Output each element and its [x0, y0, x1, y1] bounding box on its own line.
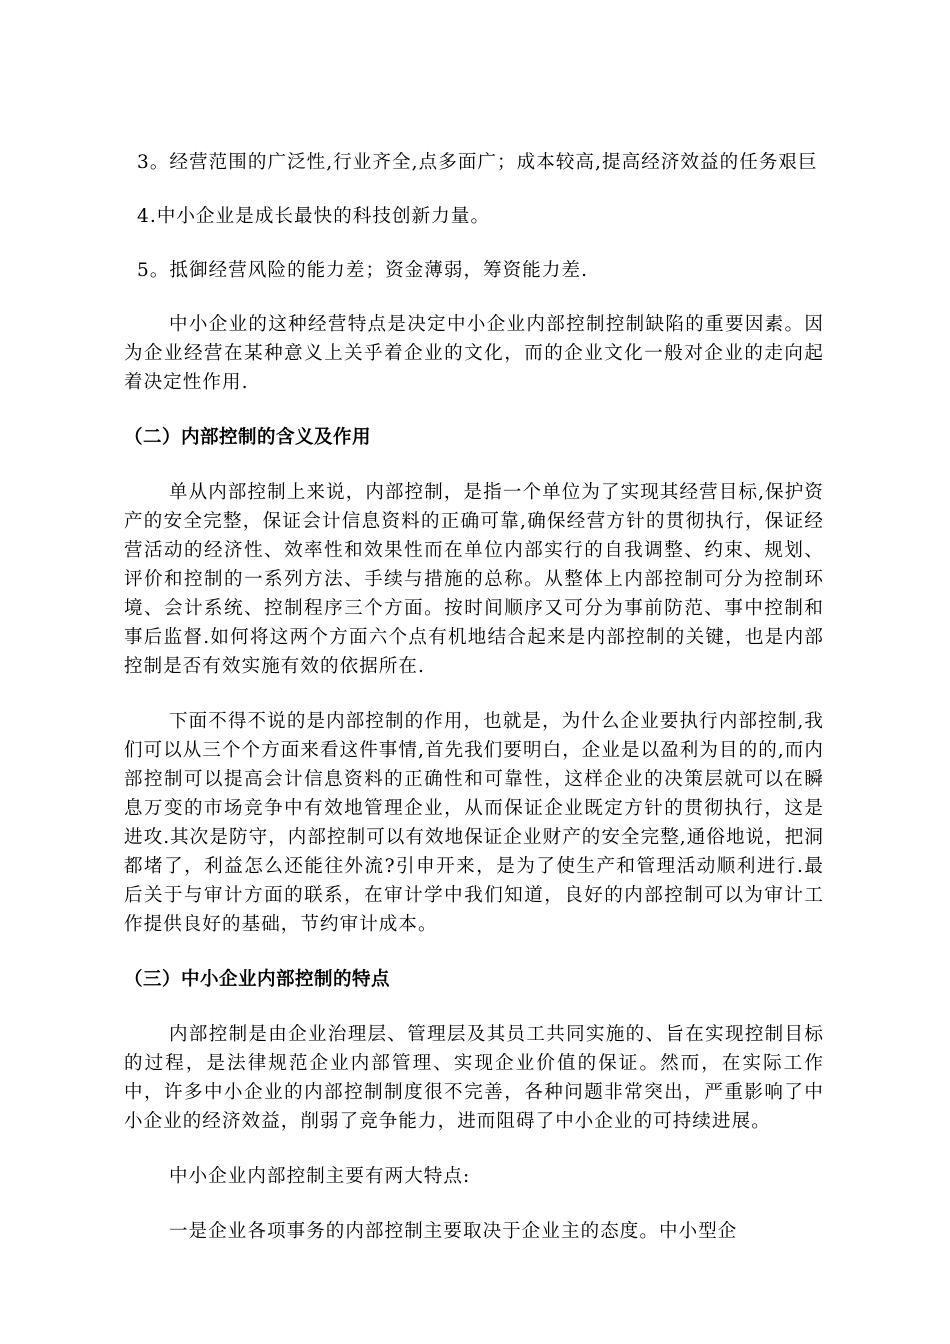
list-item-3: 3。经营范围的广泛性,行业齐全,点多面广；成本较高,提高经济效益的任务艰巨: [137, 152, 818, 173]
paragraph-feature-one: 一是企业各项事务的内部控制主要取决于企业主的态度。中小型企: [169, 1221, 738, 1242]
paragraph-business-characteristics: 中小企业的这种经营特点是决定中小企业内部控制控制缺陷的重要因素。因为企业经营在某种意义上关乎着企业的文化，而的企业文化一般对企业的走向起着决定性作用.: [124, 314, 824, 393]
list-item-5: 5。抵御经营风险的能力差；资金薄弱，筹资能力差.: [137, 260, 589, 281]
paragraph-two-features-intro: 中小企业内部控制主要有两大特点:: [169, 1166, 471, 1187]
section-heading-internal-control-meaning: （二）内部控制的含义及作用: [124, 427, 372, 448]
paragraph-internal-control-definition: 单从内部控制上来说，内部控制，是指一个单位为了实现其经营目标,保护资产的安全完整，保证会计信息资料的正确可靠,确保经营方针的贯彻执行，保证经营活动的经济性、效率性和效果性而在单位内部实行的自我调整、约束、规划、评价和控制的一系列方法、手续与措施的总称。从整体上内部控制可分为控制环境、会计系统、控制程序三个方面。按时间顺序又可分为事前防范、事中控制和事后监督.如何将这两个方面六个点有机地结合起来是内部控制的关键，也是内部控制是否有效实施有效的依据所在.: [124, 482, 824, 677]
document-body: [124, 148, 824, 1272]
section-heading-sme-internal-control-features: （三）中小企业内部控制的特点: [124, 969, 391, 990]
paragraph-sme-internal-control-overview: 内部控制是由企业治理层、管理层及其员工共同实施的、旨在实现控制目标的过程，是法律规范企业内部管理、实现企业价值的保证。然而，在实际工作中，许多中小企业的内部控制制度很不完善，各种问题非常突出，严重影响了中小企业的经济效益，削弱了竞争能力，进而阻碍了中小企业的可持续进展。: [124, 1024, 824, 1132]
list-item-4: 4.中小企业是成长最快的科技创新力量。: [137, 206, 491, 227]
paragraph-internal-control-role: 下面不得不说的是内部控制的作用，也就是，为什么企业要执行内部控制,我们可以从三个个方面来看这件事情,首先我们要明白，企业是以盈利为目的的,而内部控制可以提高会计信息资料的正确性和可靠性，这样企业的决策层就可以在瞬息万变的市场竞争中有效地管理企业，从而保证企业既定方针的贯彻执行，这是进攻.其次是防守，内部控制可以有效地保证企业财产的安全完整,通俗地说，把洞都堵了，利益怎么还能往外流?引申开来，是为了使生产和管理活动顺利进行.最后关于与审计方面的联系，在审计学中我们知道，良好的内部控制可以为审计工作提供良好的基础，节约审计成本。: [124, 711, 824, 935]
